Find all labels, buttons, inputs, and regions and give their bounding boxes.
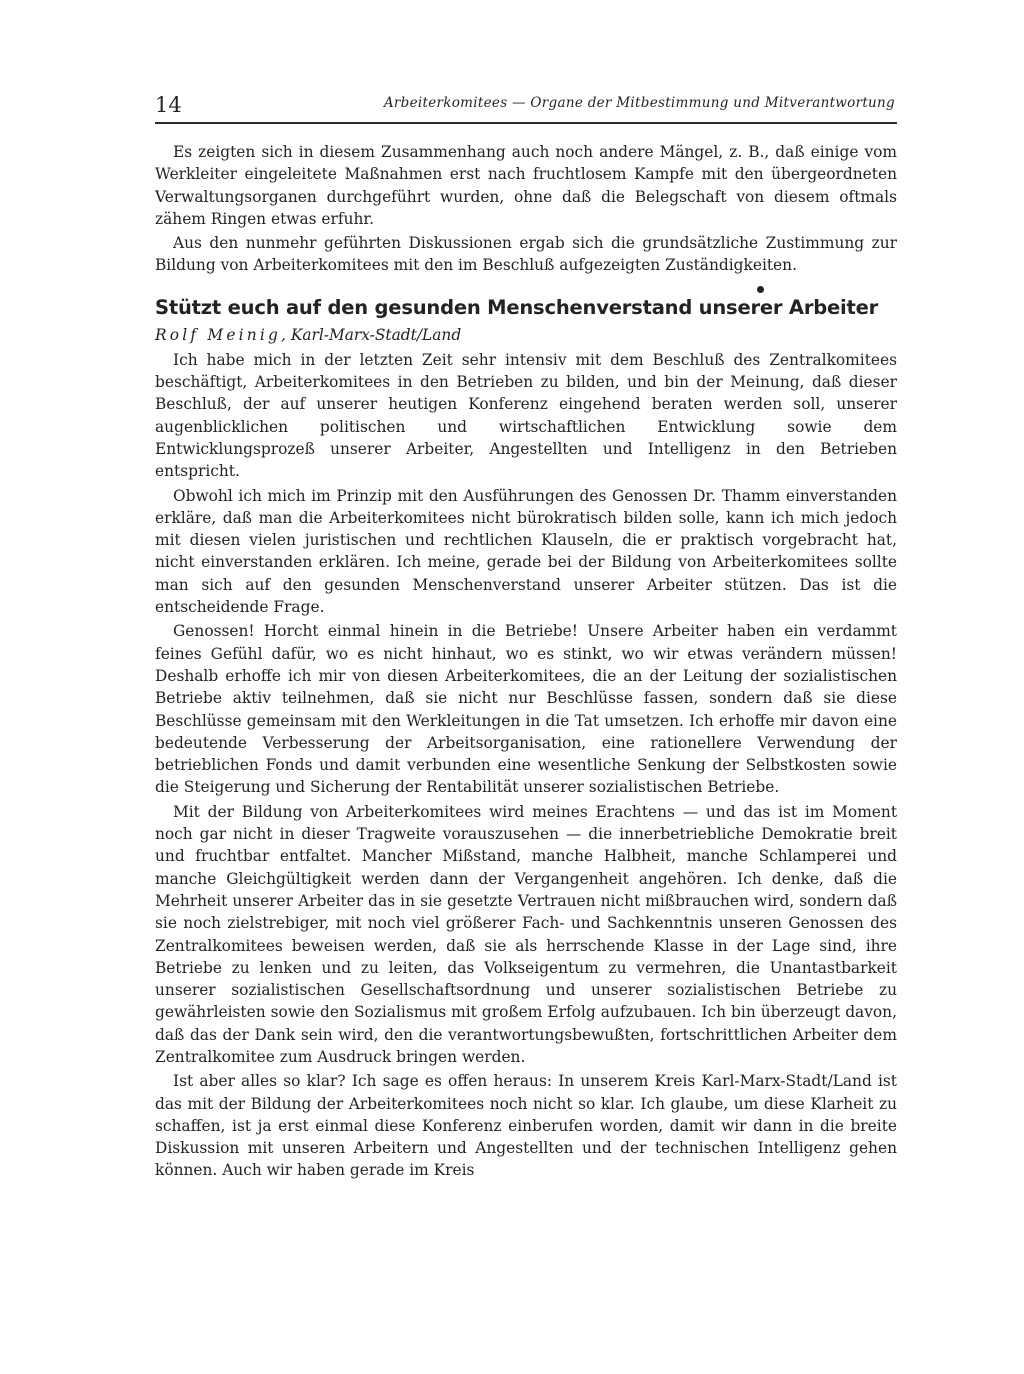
bullet-dot (757, 286, 764, 293)
paragraph: Obwohl ich mich im Prinzip mit den Ausführungen des Genossen Dr. Thamm einverstanden erkläre, daß man die Arbeiterkomitees nicht bürokratisch bilden solle, kann ich mich jedoch mit diesen vielen juristischen und rechtlichen Klauseln, die er praktisch vorgebracht hat, nicht einverstanden erklären. Ich meine, gerade bei der Bildung von Arbeiterkomitees sollte man sich auf den gesunden Menschenverstand unserer Arbeiter stützen. Das ist die entscheidende Frage. (155, 486, 897, 617)
paragraph: Es zeigten sich in diesem Zusammenhang auch noch andere Mängel, z. B., daß einige vom Werkleiter eingeleitete Maßnahmen erst nach fruchtlosem Kampfe mit den übergeordneten Verwaltungsorganen durchgeführt wurden, ohne daß die Belegschaft von diesem oftmals zähem Ringen etwas erfuhr. (155, 143, 897, 228)
paragraph: Genossen! Horcht einmal hinein in die Betriebe! Unsere Arbeiter haben ein verdammt feines Gefühl dafür, wo es nicht hinhaut, wo es stinkt, wo wir etwas verändern müssen! Deshalb erhoffe ich mir von diesen Arbeiterkomitees, die an der Leitung der sozialistischen Betriebe aktiv teilnehmen, daß sie nicht nur Beschlüsse fassen, sondern daß sie diese Beschlüsse gemeinsam mit den Werkleitungen in die Tat umsetzen. Ich erhoffe mir davon eine bedeutende Verbesserung der Arbeitsorganisation, eine rationellere Verwendung der betrieblichen Fonds und damit verbunden eine wesentliche Senkung der Selbstkosten sowie die Steigerung und Sicherung der Rentabilität unserer sozialistischen Betriebe. (155, 622, 897, 797)
paragraph: Ich habe mich in der letzten Zeit sehr intensiv mit dem Beschluß des Zentralkomitees beschäftigt, Arbeiterkomitees in den Betrieben zu bilden, und bin der Meinung, daß dieser Beschluß, der auf unserer heutigen Konferenz eingehend beraten werden soll, unserer augenblicklichen politischen und wirtschaftlichen Entwicklung sowie dem Entwicklungsprozeß unserer Arbeiter, Angestellten und Intelligenz in den Betrieben entspricht. (155, 350, 897, 481)
author-line (155, 324, 897, 346)
paragraph: Ist aber alles so klar? Ich sage es offen heraus: In unserem Kreis Karl-Marx-Stadt/Land ist das mit der Bildung der Arbeiterkomitees noch nicht so klar. Ich glaube, um diese Klarheit zu schaffen, ist ja erst einmal diese Konferenz einberufen worden, damit wir dann in die breite Diskussion mit unseren Arbeitern und Angestellten und der technischen Intelligenz gehen können. Auch wir haben gerade im Kreis (155, 1072, 897, 1180)
author-name: Rolf Meinig (155, 325, 282, 344)
body-text (155, 141, 897, 1182)
running-title: Arbeiterkomitees — Organe der Mitbestimmung und Mitverantwortung (383, 95, 895, 111)
page-header (155, 92, 897, 124)
section-title: Stützt euch auf den gesunden Menschenverstand unserer Arbeiter (155, 295, 879, 319)
page-number: 14 (155, 93, 182, 117)
author-place: , Karl-Marx-Stadt/Land (281, 325, 462, 344)
paragraph: Aus den nunmehr geführten Diskussionen ergab sich die grundsätzliche Zustimmung zur Bildung von Arbeiterkomitees mit den im Beschluß aufgezeigten Zuständigkeiten. (155, 234, 897, 275)
paragraph: Mit der Bildung von Arbeiterkomitees wird meines Erachtens — und das ist im Moment noch gar nicht in dieser Tragweite vorauszusehen — die innerbetriebliche Demokratie breit und fruchtbar entfaltet. Mancher Mißstand, manche Halbheit, manche Schlamperei und manche Gleichgültigkeit werden dann der Vergangenheit angehören. Ich denke, daß die Mehrheit unserer Arbeiter das in sie gesetzte Vertrauen nicht mißbrauchen wird, sondern daß sie noch zielstrebiger, mit noch viel größerer Fach- und Sachkenntnis unseren Genossen des Zentralkomitees beweisen werden, daß sie als herrschende Klasse in der Lage sind, ihre Betriebe zu lenken und zu leiten, das Volkseigentum zu vermehren, die Unantastbarkeit unserer sozialistischen Gesellschaftsordnung und unserer sozialistischen Betriebe zu gewährleisten sowie den Sozialismus mit großem Erfolg aufzubauen. Ich bin überzeugt davon, daß das der Dank sein wird, den die verantwortungsbewußten, fortschrittlichen Arbeiter dem Zentralkomitee zum Ausdruck bringen werden. (155, 802, 897, 1066)
